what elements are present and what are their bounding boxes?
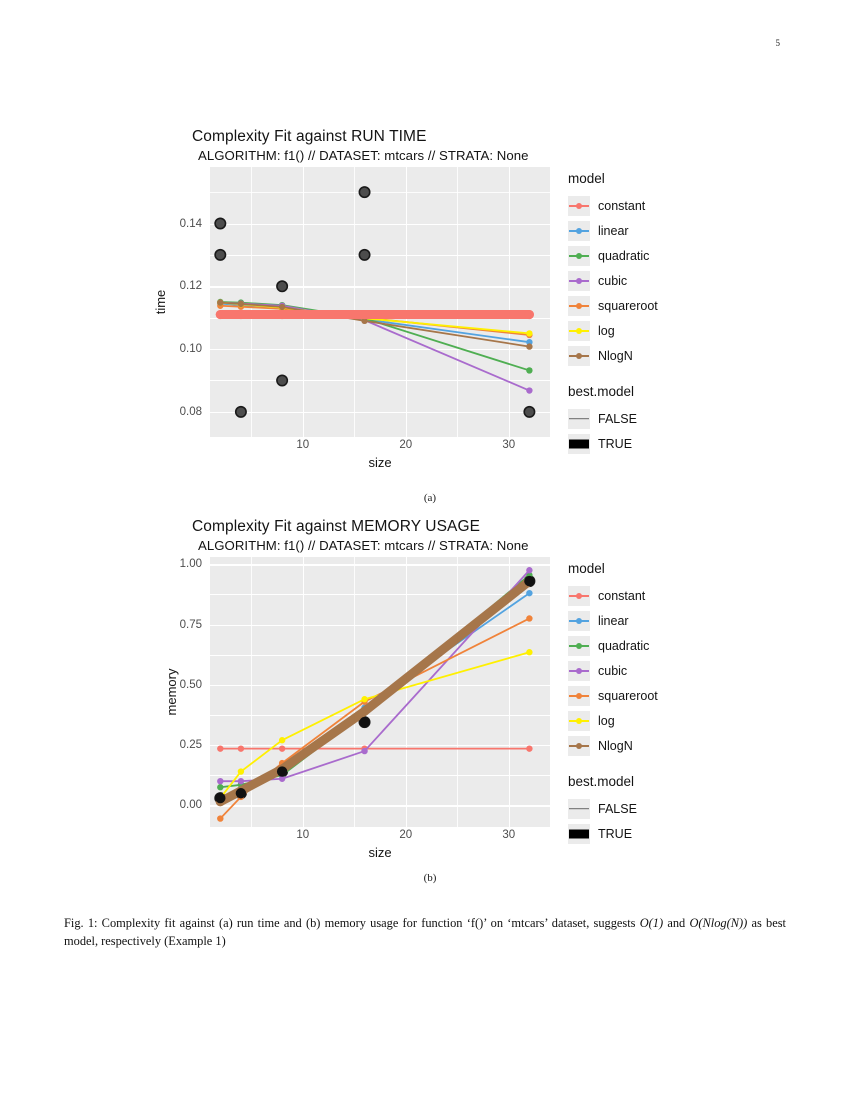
subcaption-b: (b) [423,872,437,884]
observation-point [359,187,369,197]
legend-swatch-cubic-icon [568,661,590,681]
series-point-constant [526,745,532,751]
series-point-cubic [526,567,532,573]
series-point-NlogN [217,299,223,305]
series-point-NlogN [279,304,285,310]
observation-point [277,766,287,776]
chart-subtitle-run-time: ALGORITHM: f1() // DATASET: mtcars // STRATA: None [198,148,529,163]
legend-label: quadratic [598,638,650,653]
x-tick-label: 20 [399,439,413,451]
y-tick-label: 0.25 [179,739,202,752]
figure-caption [64,915,786,951]
chart-title-run-time: Complexity Fit against RUN TIME [192,128,427,145]
x-tick-label: 10 [296,829,310,841]
legend-models-run-time [568,193,703,368]
legend-item-log[interactable] [568,318,703,343]
page-number: 5 [775,38,780,48]
series-point-quadratic [217,784,223,790]
series-overlay [210,167,550,437]
y-tick-label: 0.00 [179,799,202,812]
legend-item-best-FALSE[interactable] [568,406,703,431]
series-point-linear [526,590,532,596]
series-line-NlogN [220,581,529,802]
legend-swatch-best-TRUE-icon [568,824,590,844]
series-line-cubic [220,570,529,781]
legend-run-time [568,167,703,456]
plot-wrap-run-time [150,167,550,470]
legend-label: cubic [598,273,628,288]
legend-label: log [598,713,615,728]
observation-point [215,250,225,260]
series-point-constant [236,310,245,319]
legend-label: squareroot [598,298,658,313]
legend-item-best-TRUE[interactable] [568,431,703,456]
series-point-constant [525,310,534,319]
observation-point [236,788,246,798]
series-point-cubic [238,778,244,784]
series-point-cubic [217,778,223,784]
y-tick-label: 0.75 [179,618,202,631]
legend-item-squareroot[interactable] [568,293,703,318]
series-point-log [279,737,285,743]
series-point-cubic [526,387,532,393]
series-point-constant [278,310,287,319]
x-tick-label: 30 [502,439,516,451]
x-axis-title-run-time: size [368,455,392,470]
series-point-constant [217,745,223,751]
y-tick-label: 0.08 [179,405,202,418]
observation-point [277,281,287,291]
series-point-constant [238,745,244,751]
series-point-NlogN [238,301,244,307]
x-ticks-run-time [210,437,550,455]
series-point-log [526,330,532,336]
legend-swatch-squareroot-icon [568,296,590,316]
legend-item-best-FALSE[interactable] [568,796,703,821]
x-axis-title-memory: size [368,845,392,860]
series-point-constant [216,310,225,319]
figure-run-time [150,128,710,470]
series-point-constant [279,745,285,751]
series-point-NlogN [360,707,369,716]
x-tick-label: 30 [502,829,516,841]
legend-item-quadratic[interactable] [568,633,703,658]
x-ticks-memory [210,827,550,845]
x-tick-label: 20 [399,829,413,841]
observation-point [359,717,369,727]
series-point-squareroot [526,615,532,621]
legend-label: FALSE [598,411,637,426]
legend-label: linear [598,223,629,238]
caption-suffix: as best model, respectively (Example 1) [64,916,786,948]
legend-models-memory [568,583,703,758]
legend-swatch-constant-icon [568,586,590,606]
legend-label: constant [598,588,646,603]
legend-item-constant[interactable] [568,193,703,218]
legend-label: TRUE [598,826,633,841]
subcaption-a: (a) [423,492,437,504]
legend-label: cubic [598,663,628,678]
y-tick-label: 0.10 [179,343,202,356]
legend-label: log [598,323,615,338]
legend-swatch-best-FALSE-icon [568,409,590,429]
series-point-log [238,768,244,774]
legend-title-best-model-b: best.model [568,774,635,789]
legend-label: TRUE [598,436,633,451]
y-tick-label: 1.00 [179,558,202,571]
legend-swatch-log-icon [568,711,590,731]
figure-memory-usage [150,518,710,860]
observation-point [524,407,534,417]
series-point-log [361,696,367,702]
series-line-squareroot [220,618,529,818]
legend-swatch-NlogN-icon [568,736,590,756]
series-point-squareroot [217,815,223,821]
legend-label: NlogN [598,348,633,363]
legend-item-NlogN[interactable] [568,343,703,368]
legend-title-best-model-a: best.model [568,384,635,399]
observation-point [359,250,369,260]
observation-point [277,375,287,385]
legend-item-NlogN[interactable] [568,733,703,758]
legend-item-constant[interactable] [568,583,703,608]
legend-label: linear [598,613,629,628]
legend-item-cubic[interactable] [568,658,703,683]
legend-swatch-NlogN-icon [568,346,590,366]
y-tick-label: 0.14 [179,217,202,230]
y-axis-title-run-time: time [152,289,168,315]
chart-title-memory: Complexity Fit against MEMORY USAGE [192,518,481,535]
legend-item-squareroot[interactable] [568,683,703,708]
observation-point [236,407,246,417]
chart-subtitle-memory: ALGORITHM: f1() // DATASET: mtcars // STRATA: None [198,538,529,553]
x-tick-label: 10 [296,439,310,451]
observation-point [215,218,225,228]
legend-swatch-constant-icon [568,196,590,216]
legend-item-cubic[interactable] [568,268,703,293]
legend-swatch-cubic-icon [568,271,590,291]
legend-item-linear[interactable] [568,608,703,633]
legend-label: quadratic [598,248,650,263]
legend-swatch-linear-icon [568,611,590,631]
plot-wrap-memory [150,557,550,860]
legend-title-model-a: model [568,171,605,186]
legend-best-model-run-time [568,406,703,456]
caption-italic-1: O(1) [639,916,664,930]
legend-item-best-TRUE[interactable] [568,821,703,846]
legend-item-quadratic[interactable] [568,243,703,268]
legend-best-model-memory [568,796,703,846]
plot-panel-memory [210,557,550,827]
y-ticks-run-time [164,167,206,437]
series-point-log [526,649,532,655]
series-point-NlogN [526,343,532,349]
legend-label: NlogN [598,738,633,753]
caption-italic-2: O(Nlog(N)) [689,916,748,930]
y-tick-label: 0.50 [179,678,202,691]
series-line-quadratic [220,575,529,787]
observation-point [215,793,225,803]
legend-swatch-quadratic-icon [568,636,590,656]
legend-swatch-linear-icon [568,221,590,241]
legend-swatch-best-FALSE-icon [568,799,590,819]
series-point-quadratic [526,367,532,373]
legend-swatch-best-TRUE-icon [568,434,590,454]
legend-item-log[interactable] [568,708,703,733]
series-point-cubic [361,748,367,754]
series-overlay [210,557,550,827]
caption-middle: and [663,916,690,930]
legend-memory [568,557,703,846]
legend-label: squareroot [598,688,658,703]
legend-title-model-b: model [568,561,605,576]
legend-swatch-log-icon [568,321,590,341]
legend-label: constant [598,198,646,213]
plot-panel-run-time [210,167,550,437]
legend-swatch-squareroot-icon [568,686,590,706]
legend-swatch-quadratic-icon [568,246,590,266]
y-ticks-memory [164,557,206,827]
legend-item-linear[interactable] [568,218,703,243]
y-tick-label: 0.12 [179,280,202,293]
legend-label: FALSE [598,801,637,816]
y-axis-title-memory: memory [163,668,179,716]
observation-point [524,576,534,586]
series-point-constant [360,310,369,319]
caption-prefix: Fig. 1: Complexity fit against (a) run time and (b) memory usage for function ‘f()’ on ‘mtcars’ dataset, suggests [64,916,640,930]
